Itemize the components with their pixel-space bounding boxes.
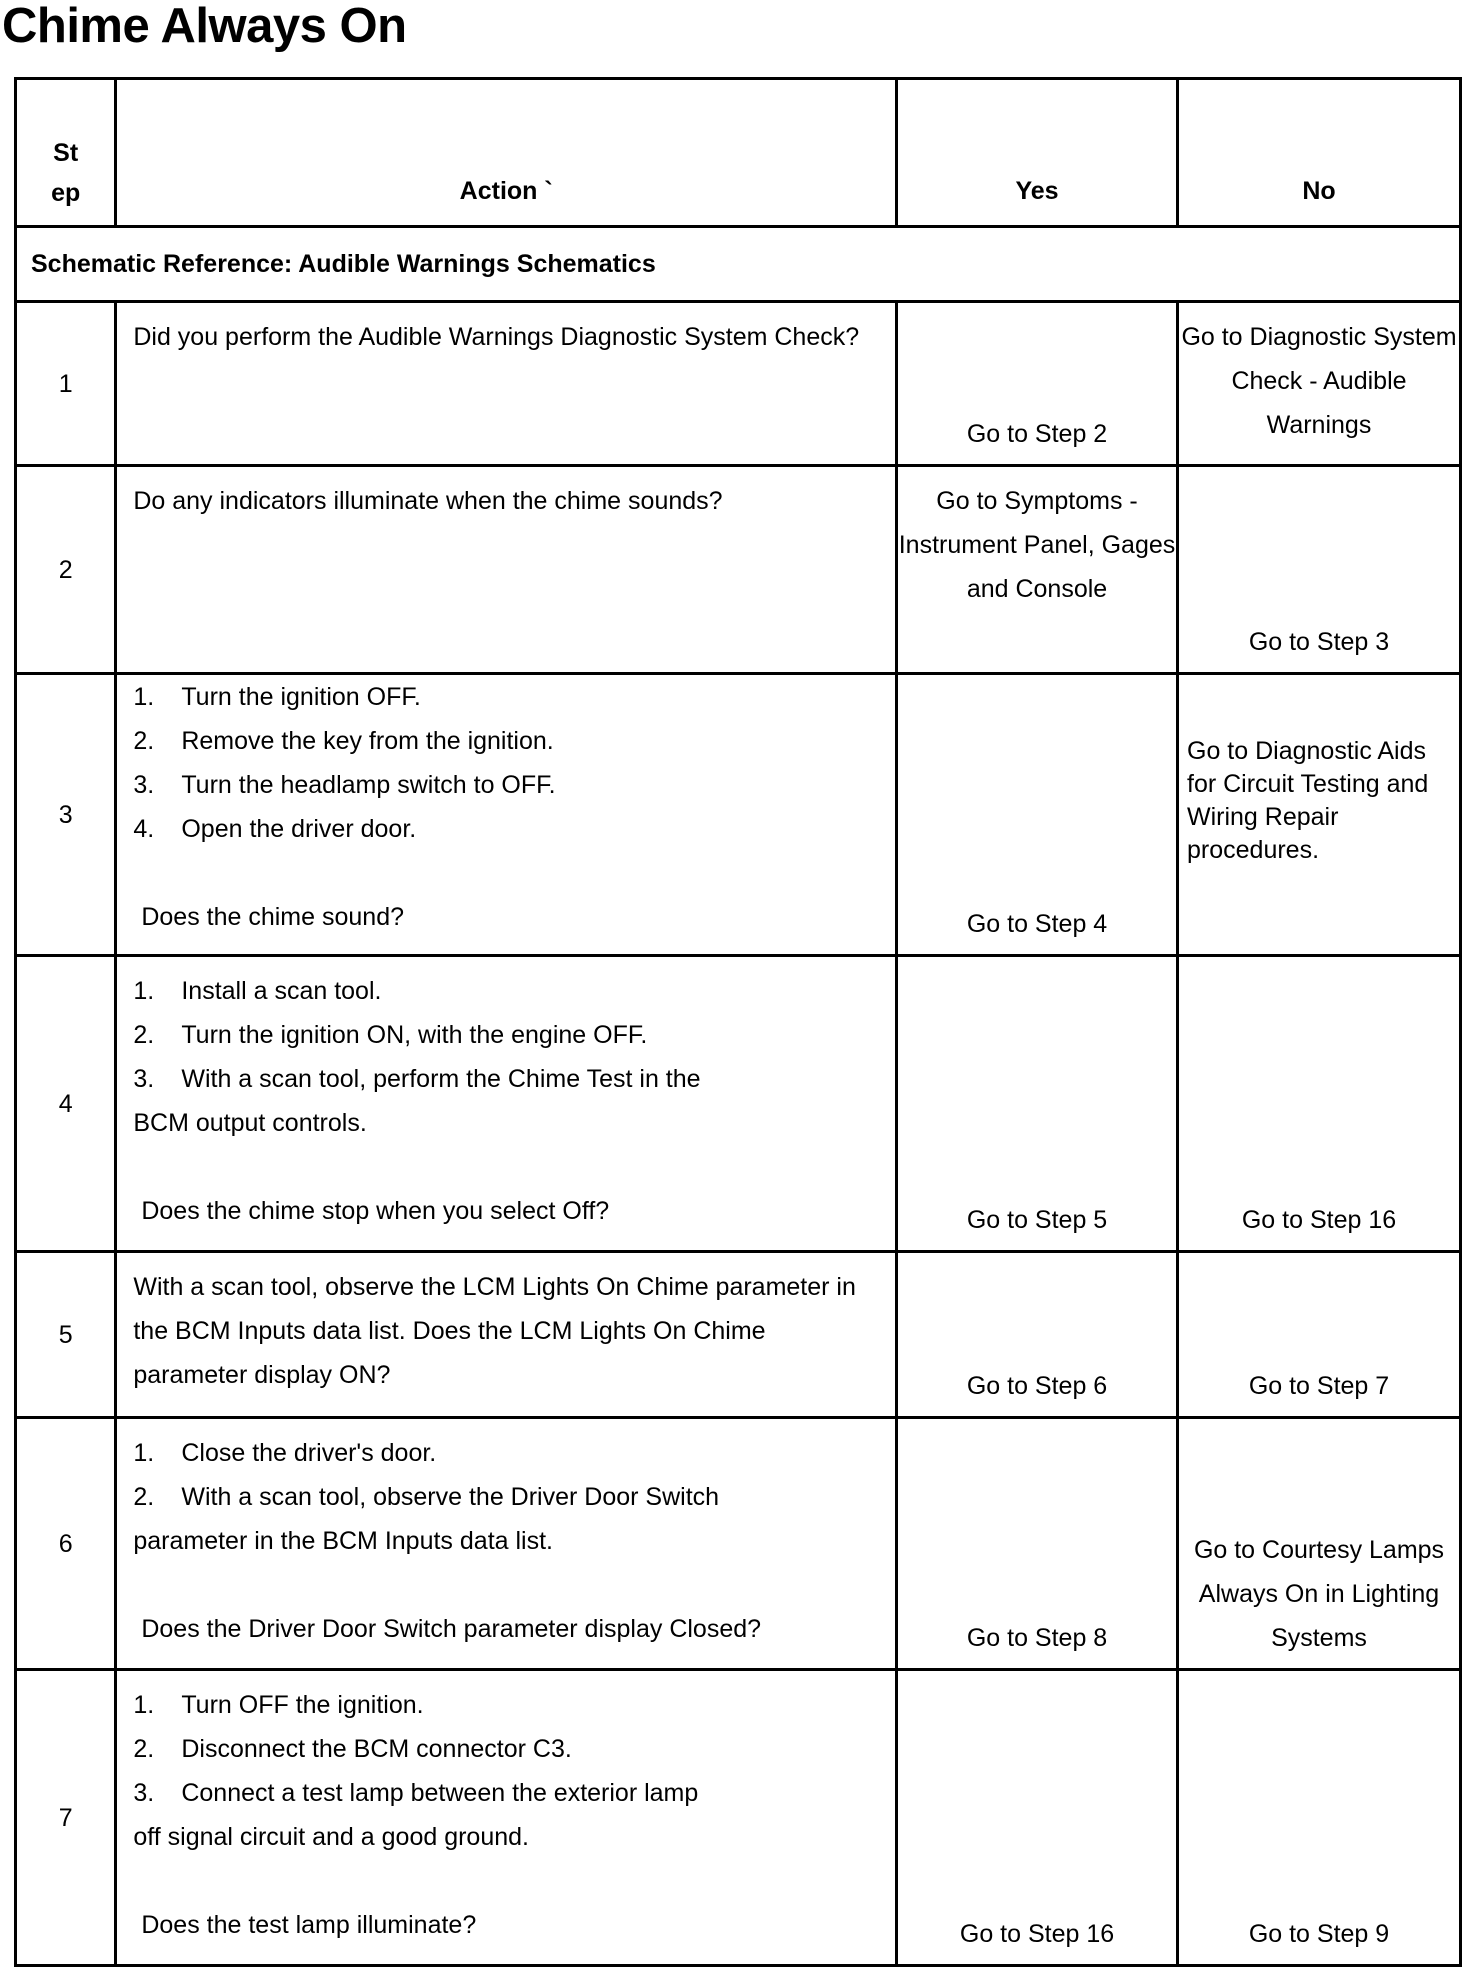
header-no: No xyxy=(1178,79,1461,227)
action-item: 4. Open the driver door. xyxy=(133,815,417,843)
header-action: Action ` xyxy=(116,79,897,227)
action-item: 3. Turn the headlamp switch to OFF. xyxy=(133,771,556,799)
table-header-row xyxy=(16,79,1461,227)
table-row xyxy=(16,302,1461,466)
action-cell xyxy=(116,674,897,956)
table-row xyxy=(16,1670,1461,1966)
yes-cell: Go to Step 2 xyxy=(897,302,1178,466)
action-cell xyxy=(116,1670,897,1966)
schematic-reference: Schematic Reference: Audible Warnings Schematics xyxy=(16,227,1461,302)
action-item: 3. Connect a test lamp between the exterior lamp xyxy=(133,1779,699,1807)
header-step-line2: ep xyxy=(51,179,81,207)
action-cell: Did you perform the Audible Warnings Diagnostic System Check? xyxy=(116,302,897,466)
action-item: 1. Turn the ignition OFF. xyxy=(133,683,421,711)
no-cell: Go to Diagnostic Aids for Circuit Testing and Wiring Repair procedures. xyxy=(1178,674,1461,956)
action-cell xyxy=(116,956,897,1252)
action-question: Does the chime stop when you select Off? xyxy=(141,1197,610,1225)
table-row xyxy=(16,466,1461,674)
yes-cell: Go to Step 4 xyxy=(897,674,1178,956)
step-number: 5 xyxy=(16,1252,116,1418)
table-row xyxy=(16,956,1461,1252)
action-question: Does the chime sound? xyxy=(141,903,405,931)
table-row xyxy=(16,1418,1461,1670)
step-number: 7 xyxy=(16,1670,116,1966)
action-item: 1. Close the driver's door. xyxy=(133,1439,437,1467)
header-yes: Yes xyxy=(897,79,1178,227)
no-cell: Go to Courtesy Lamps Always On in Lighting Systems xyxy=(1178,1418,1461,1670)
action-item-continued: off signal circuit and a good ground. xyxy=(133,1823,529,1851)
no-cell: Go to Step 9 xyxy=(1178,1670,1461,1966)
action-item: 2. Remove the key from the ignition. xyxy=(133,727,554,755)
action-item: 3. With a scan tool, perform the Chime Test in the xyxy=(133,1065,701,1093)
yes-cell: Go to Step 6 xyxy=(897,1252,1178,1418)
no-cell: Go to Step 7 xyxy=(1178,1252,1461,1418)
table-row xyxy=(16,674,1461,956)
yes-cell: Go to Step 8 xyxy=(897,1418,1178,1670)
step-number: 1 xyxy=(16,302,116,466)
action-cell: With a scan tool, observe the LCM Lights On Chime parameter in the BCM Inputs data list. Does the LCM Lights On Chime parameter display ON? xyxy=(116,1252,897,1418)
action-item: 2. Turn the ignition ON, with the engine OFF. xyxy=(133,1021,648,1049)
action-item: 2. With a scan tool, observe the Driver Door Switch xyxy=(133,1483,720,1511)
action-question: Does the test lamp illuminate? xyxy=(141,1911,477,1939)
no-cell: Go to Step 3 xyxy=(1178,466,1461,674)
step-number: 2 xyxy=(16,466,116,674)
action-item-continued: parameter in the BCM Inputs data list. xyxy=(133,1527,553,1555)
page-title: Chime Always On xyxy=(2,0,407,53)
diagnostic-table xyxy=(14,77,1462,1967)
header-step-line1: St xyxy=(53,139,79,167)
action-item: 1. Turn OFF the ignition. xyxy=(133,1691,424,1719)
no-cell: Go to Step 16 xyxy=(1178,956,1461,1252)
action-item: 2. Disconnect the BCM connector C3. xyxy=(133,1735,572,1763)
action-item-continued: BCM output controls. xyxy=(133,1109,367,1137)
step-number: 3 xyxy=(16,674,116,956)
yes-cell: Go to Step 5 xyxy=(897,956,1178,1252)
table-row xyxy=(16,1252,1461,1418)
schematic-row xyxy=(16,227,1461,302)
header-step xyxy=(16,79,116,227)
yes-cell: Go to Step 16 xyxy=(897,1670,1178,1966)
action-cell xyxy=(116,1418,897,1670)
yes-cell: Go to Symptoms - Instrument Panel, Gages and Console xyxy=(897,466,1178,674)
no-cell: Go to Diagnostic System Check - Audible Warnings xyxy=(1178,302,1461,466)
action-question: Does the Driver Door Switch parameter display Closed? xyxy=(141,1615,762,1643)
action-item: 1. Install a scan tool. xyxy=(133,977,382,1005)
step-number: 6 xyxy=(16,1418,116,1670)
action-cell: Do any indicators illuminate when the chime sounds? xyxy=(116,466,897,674)
step-number: 4 xyxy=(16,956,116,1252)
